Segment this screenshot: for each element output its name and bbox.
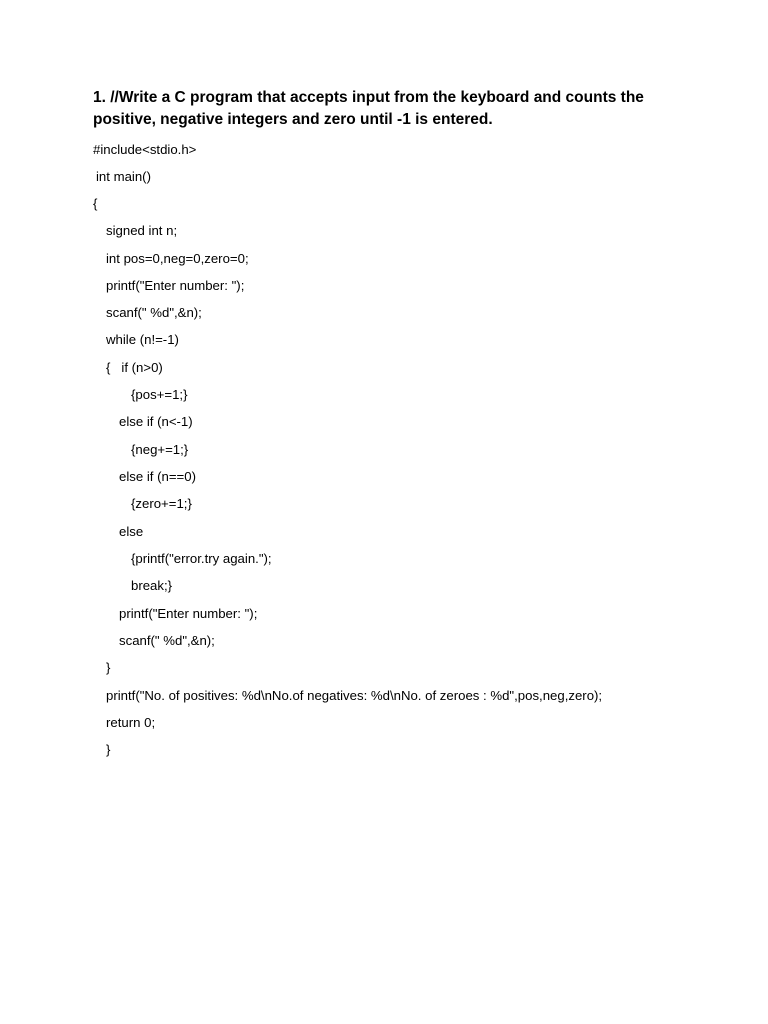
code-line-prompt: printf("Enter number: "); xyxy=(106,278,245,293)
code-line-prompt-again: printf("Enter number: "); xyxy=(119,606,258,621)
code-line-error-print: {printf("error.try again."); xyxy=(131,551,272,566)
code-line-open-brace: { xyxy=(93,196,98,211)
code-line-return: return 0; xyxy=(106,715,156,730)
code-line-scanf: scanf(" %d",&n); xyxy=(106,305,202,320)
code-line-while: while (n!=-1) xyxy=(106,332,179,347)
exercise-heading xyxy=(93,87,703,131)
code-line-break: break;} xyxy=(131,578,173,593)
code-line-close-while: } xyxy=(106,660,111,675)
code-line-include: #include<stdio.h> xyxy=(93,142,197,157)
code-line-else-if-negative: else if (n<-1) xyxy=(119,414,193,429)
code-line-neg-increment: {neg+=1;} xyxy=(131,442,189,457)
code-line-if-positive: { if (n>0) xyxy=(106,360,163,375)
code-line-else: else xyxy=(119,524,144,539)
code-line-else-if-zero: else if (n==0) xyxy=(119,469,196,484)
heading-line-2: positive, negative integers and zero until -1 is entered. xyxy=(93,111,493,128)
code-line-pos-increment: {pos+=1;} xyxy=(131,387,188,402)
code-line-main: int main() xyxy=(96,169,151,184)
heading-line-1: 1. //Write a C program that accepts input from the keyboard and counts the xyxy=(93,89,644,106)
code-line-declare-counters: int pos=0,neg=0,zero=0; xyxy=(106,251,249,266)
code-line-close-main: } xyxy=(106,742,111,757)
code-line-scanf-again: scanf(" %d",&n); xyxy=(119,633,215,648)
code-line-declare-n: signed int n; xyxy=(106,223,178,238)
code-line-print-results: printf("No. of positives: %d\nNo.of negatives: %d\nNo. of zeroes : %d",pos,neg,zero); xyxy=(106,688,603,703)
code-line-zero-increment: {zero+=1;} xyxy=(131,496,192,511)
